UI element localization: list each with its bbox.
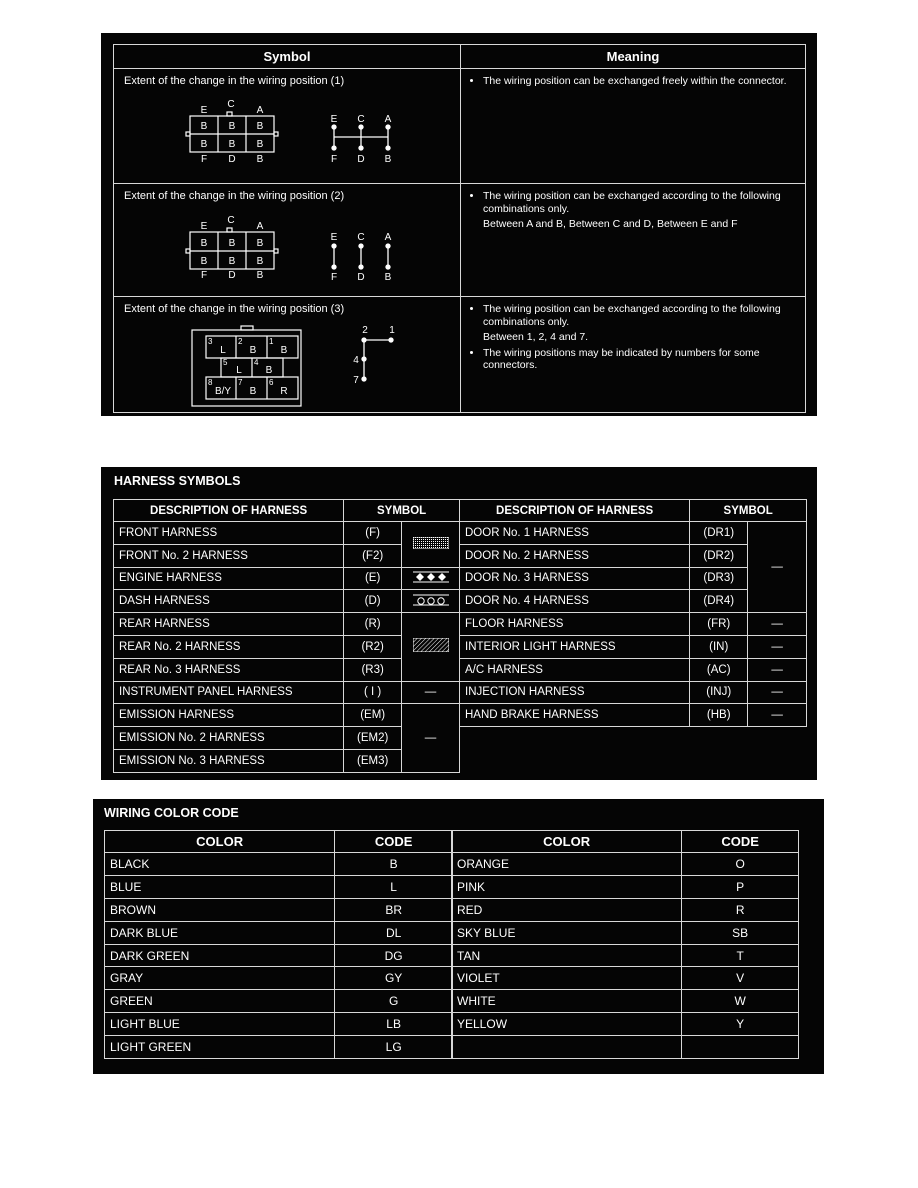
- harness-description: DOOR No. 1 HARNESS: [460, 522, 690, 545]
- color-name: PINK: [452, 875, 682, 898]
- harness-code: (IN): [690, 635, 748, 658]
- table-header-row: [114, 45, 806, 69]
- no-symbol-dash: —: [748, 613, 807, 636]
- harness-description: ENGINE HARNESS: [114, 567, 344, 590]
- cavity-number: 8: [208, 378, 213, 387]
- meaning-text: The wiring position can be exchanged according to the following combinations only.: [483, 303, 781, 328]
- connector-cell-label: B: [256, 256, 264, 267]
- harness-code: (R3): [344, 658, 402, 681]
- pin-label: 2: [362, 325, 368, 336]
- color-name: DARK GREEN: [105, 944, 335, 967]
- table-row: [452, 853, 799, 876]
- table-row: [105, 990, 453, 1013]
- color-name: GRAY: [105, 967, 335, 990]
- harness-code: (DR1): [690, 522, 748, 545]
- connector-diagram-2: [114, 184, 460, 296]
- cavity-color: B: [265, 365, 273, 376]
- table-row: [105, 853, 453, 876]
- table-row: [105, 944, 453, 967]
- harness-description: A/C HARNESS: [460, 658, 690, 681]
- description-column-header: DESCRIPTION OF HARNESS: [114, 500, 344, 522]
- color-code: B: [335, 853, 453, 876]
- harness-code: (D): [344, 590, 402, 613]
- table-header-row: [105, 831, 453, 853]
- table-row: [452, 875, 799, 898]
- table-row: [460, 658, 807, 681]
- harness-description: REAR No. 3 HARNESS: [114, 658, 344, 681]
- table-row: [452, 1036, 799, 1059]
- table-row: [452, 967, 799, 990]
- meaning-cell: [461, 184, 806, 297]
- color-name: [452, 1036, 682, 1059]
- harness-description: DOOR No. 3 HARNESS: [460, 567, 690, 590]
- connector-cell-label: B: [256, 139, 264, 150]
- harness-code: (AC): [690, 658, 748, 681]
- connector-cell-label: B: [228, 139, 236, 150]
- meaning-bullet: [483, 190, 797, 231]
- color-name: WHITE: [452, 990, 682, 1013]
- cavity-number: 7: [238, 378, 243, 387]
- connector-cell-label: B: [200, 139, 208, 150]
- cavity-color: B: [280, 345, 288, 356]
- connector-top-label: C: [227, 215, 235, 226]
- harness-pattern-cell: [402, 590, 460, 613]
- harness-table-left: [113, 499, 460, 773]
- color-column-header: COLOR: [452, 831, 682, 853]
- harness-code: (HB): [690, 704, 748, 727]
- color-name: LIGHT BLUE: [105, 1013, 335, 1036]
- color-code: DG: [335, 944, 453, 967]
- symbol-cell: [114, 184, 461, 297]
- table-row: [114, 522, 460, 545]
- pin-label: F: [330, 272, 338, 283]
- harness-description: INTERIOR LIGHT HARNESS: [460, 635, 690, 658]
- meaning-bullet: [483, 303, 797, 344]
- table-row: [114, 69, 806, 184]
- connector-diagram-1: [114, 69, 460, 183]
- harness-code: (R2): [344, 635, 402, 658]
- harness-code: (E): [344, 567, 402, 590]
- color-code: LG: [335, 1036, 453, 1059]
- connector-bottom-label: D: [228, 270, 236, 281]
- harness-table-right: [459, 499, 807, 727]
- harness-code: (DR3): [690, 567, 748, 590]
- cavity-number: 1: [269, 337, 274, 346]
- harness-code: (DR2): [690, 544, 748, 567]
- meaning-list: [461, 297, 805, 372]
- harness-code: (F2): [344, 544, 402, 567]
- color-code: W: [682, 990, 799, 1013]
- harness-pattern-cell: [402, 613, 460, 681]
- symbol-title: Extent of the change in the wiring position (2): [124, 190, 345, 202]
- color-code: P: [682, 875, 799, 898]
- color-column-header: COLOR: [105, 831, 335, 853]
- wiring-color-code-panel: [93, 799, 824, 1074]
- table-row: [452, 921, 799, 944]
- color-name: GREEN: [105, 990, 335, 1013]
- symbol-title: Extent of the change in the wiring position (3): [124, 303, 345, 315]
- color-code: SB: [682, 921, 799, 944]
- no-symbol-dash: —: [748, 681, 807, 704]
- table-header-row: [114, 500, 460, 522]
- pin-label: F: [330, 154, 338, 165]
- table-header-row: [460, 500, 807, 522]
- color-name: YELLOW: [452, 1013, 682, 1036]
- pin-label: A: [384, 114, 392, 125]
- harness-description: FRONT HARNESS: [114, 522, 344, 545]
- color-name: RED: [452, 898, 682, 921]
- pin-label: E: [330, 114, 338, 125]
- color-table-left: [104, 830, 453, 1059]
- connector-cell-label: B: [228, 256, 236, 267]
- harness-code: (EM): [344, 704, 402, 727]
- harness-description: EMISSION No. 2 HARNESS: [114, 727, 344, 750]
- connector-cell-label: B: [228, 121, 236, 132]
- pin-label: C: [357, 114, 365, 125]
- table-row: [452, 898, 799, 921]
- pin-label: C: [357, 232, 365, 243]
- pin-label: B: [384, 272, 392, 283]
- meaning-bullet: • The wiring position can be exchanged freely within the connector.: [483, 75, 797, 88]
- color-code: DL: [335, 921, 453, 944]
- connector-cell-label: B: [256, 238, 264, 249]
- cavity-color: B: [249, 386, 257, 397]
- connector-cell-label: B: [256, 121, 264, 132]
- harness-description: EMISSION HARNESS: [114, 704, 344, 727]
- symbol-title: Extent of the change in the wiring position (1): [124, 75, 345, 87]
- meaning-list: [461, 69, 805, 88]
- wiring-position-symbol-panel: [101, 33, 817, 416]
- color-code: [682, 1036, 799, 1059]
- connector-cell-label: B: [200, 256, 208, 267]
- cavity-number: 5: [223, 358, 228, 367]
- no-symbol-dash: —: [402, 681, 460, 704]
- table-row: [105, 1013, 453, 1036]
- no-symbol-dash: —: [748, 658, 807, 681]
- color-code: L: [335, 875, 453, 898]
- color-name: ORANGE: [452, 853, 682, 876]
- pin-label: 1: [389, 325, 395, 336]
- meaning-subtext: Between A and B, Between C and D, Between E and F: [483, 218, 738, 230]
- no-symbol-dash: —: [748, 522, 807, 613]
- harness-description: DASH HARNESS: [114, 590, 344, 613]
- harness-code: ( I ): [344, 681, 402, 704]
- symbol-meaning-table: [113, 44, 806, 413]
- symbol-column-header: SYMBOL: [344, 500, 460, 522]
- harness-code: (FR): [690, 613, 748, 636]
- no-symbol-dash: —: [748, 635, 807, 658]
- harness-description: HAND BRAKE HARNESS: [460, 704, 690, 727]
- cavity-number: 3: [208, 337, 213, 346]
- meaning-subtext: Between 1, 2, 4 and 7.: [483, 331, 589, 343]
- harness-description: FRONT No. 2 HARNESS: [114, 544, 344, 567]
- connector-top-label: A: [256, 105, 264, 116]
- harness-code: (R): [344, 613, 402, 636]
- symbol-cell: [114, 297, 461, 413]
- color-name: VIOLET: [452, 967, 682, 990]
- meaning-bullet: • The wiring positions may be indicated by numbers for some connectors.: [483, 347, 797, 372]
- table-row: [114, 297, 806, 413]
- table-row: [460, 613, 807, 636]
- connector-top-label: E: [200, 221, 208, 232]
- harness-description: REAR No. 2 HARNESS: [114, 635, 344, 658]
- harness-description: INSTRUMENT PANEL HARNESS: [114, 681, 344, 704]
- table-row: [105, 967, 453, 990]
- connector-bottom-label: F: [200, 154, 208, 165]
- table-row: [114, 681, 460, 704]
- harness-pattern-cell: [402, 522, 460, 568]
- table-row: [460, 681, 807, 704]
- pin-label: 7: [353, 375, 359, 386]
- symbol-column-header: SYMBOL: [690, 500, 807, 522]
- color-code: O: [682, 853, 799, 876]
- harness-description: EMISSION No. 3 HARNESS: [114, 749, 344, 772]
- pin-label: A: [384, 232, 392, 243]
- harness-description: INJECTION HARNESS: [460, 681, 690, 704]
- meaning-list: [461, 184, 805, 231]
- table-row: [114, 590, 460, 613]
- color-table-right: [451, 830, 799, 1059]
- cavity-color: L: [220, 345, 226, 356]
- connector-bottom-label: F: [200, 270, 208, 281]
- connector-cell-label: B: [200, 121, 208, 132]
- color-name: BLACK: [105, 853, 335, 876]
- table-row: [105, 1036, 453, 1059]
- color-name: SKY BLUE: [452, 921, 682, 944]
- cavity-number: 4: [254, 358, 259, 367]
- harness-pattern-cell: [402, 567, 460, 590]
- color-name: DARK BLUE: [105, 921, 335, 944]
- pin-label: B: [384, 154, 392, 165]
- cavity-color: B/Y: [214, 386, 232, 397]
- cavity-color: L: [236, 365, 242, 376]
- color-code: T: [682, 944, 799, 967]
- code-column-header: CODE: [682, 831, 799, 853]
- table-row: [460, 522, 807, 545]
- table-header-row: [452, 831, 799, 853]
- color-code: V: [682, 967, 799, 990]
- meaning-column-header: Meaning: [461, 45, 806, 69]
- table-row: [114, 567, 460, 590]
- color-name: BROWN: [105, 898, 335, 921]
- cavity-color: B: [249, 345, 257, 356]
- connector-cell-label: B: [200, 238, 208, 249]
- harness-description: DOOR No. 2 HARNESS: [460, 544, 690, 567]
- circle-chain-pattern-icon: [411, 593, 451, 607]
- harness-code: (INJ): [690, 681, 748, 704]
- color-name: LIGHT GREEN: [105, 1036, 335, 1059]
- table-row: [105, 898, 453, 921]
- diamond-chain-pattern-icon: [411, 570, 451, 584]
- table-row: [105, 875, 453, 898]
- no-symbol-dash: —: [402, 704, 460, 772]
- table-row: [114, 184, 806, 297]
- dotted-fill-pattern-icon: [413, 537, 449, 549]
- table-row: [105, 921, 453, 944]
- color-name: BLUE: [105, 875, 335, 898]
- connector-bottom-label: B: [256, 270, 264, 281]
- table-row: [114, 613, 460, 636]
- cavity-number: 6: [269, 378, 274, 387]
- no-symbol-dash: —: [748, 704, 807, 727]
- harness-description: DOOR No. 4 HARNESS: [460, 590, 690, 613]
- connector-bottom-label: B: [256, 154, 264, 165]
- connector-top-label: C: [227, 99, 235, 110]
- description-column-header: DESCRIPTION OF HARNESS: [460, 500, 690, 522]
- color-code: LB: [335, 1013, 453, 1036]
- diagonal-hatch-pattern-icon: [413, 638, 449, 652]
- table-row: [114, 704, 460, 727]
- pin-label: E: [330, 232, 338, 243]
- harness-code: (EM3): [344, 749, 402, 772]
- cavity-color: R: [280, 386, 288, 397]
- connector-diagram-3: [114, 297, 460, 412]
- color-name: TAN: [452, 944, 682, 967]
- table-row: [452, 944, 799, 967]
- wiring-color-code-title: WIRING COLOR CODE: [104, 806, 239, 820]
- color-code: Y: [682, 1013, 799, 1036]
- table-row: [452, 1013, 799, 1036]
- table-row: [460, 704, 807, 727]
- color-code: BR: [335, 898, 453, 921]
- connector-bottom-label: D: [228, 154, 236, 165]
- harness-code: (EM2): [344, 727, 402, 750]
- meaning-text: The wiring position can be exchanged according to the following combinations only.: [483, 190, 781, 215]
- pin-label: D: [357, 272, 365, 283]
- harness-description: FLOOR HARNESS: [460, 613, 690, 636]
- symbol-cell: [114, 69, 461, 184]
- meaning-cell: [461, 69, 806, 184]
- harness-symbols-panel: [101, 467, 817, 780]
- harness-symbols-title: HARNESS SYMBOLS: [114, 474, 241, 488]
- color-code: G: [335, 990, 453, 1013]
- connector-top-label: A: [256, 221, 264, 232]
- harness-description: REAR HARNESS: [114, 613, 344, 636]
- harness-code: (DR4): [690, 590, 748, 613]
- meaning-cell: [461, 297, 806, 413]
- harness-code: (F): [344, 522, 402, 545]
- cavity-number: 2: [238, 337, 243, 346]
- color-code: GY: [335, 967, 453, 990]
- symbol-column-header: Symbol: [114, 45, 461, 69]
- code-column-header: CODE: [335, 831, 453, 853]
- color-code: R: [682, 898, 799, 921]
- connector-cell-label: B: [228, 238, 236, 249]
- table-row: [452, 990, 799, 1013]
- connector-top-label: E: [200, 105, 208, 116]
- pin-label: 4: [353, 355, 359, 366]
- pin-label: D: [357, 154, 365, 165]
- table-row: [460, 635, 807, 658]
